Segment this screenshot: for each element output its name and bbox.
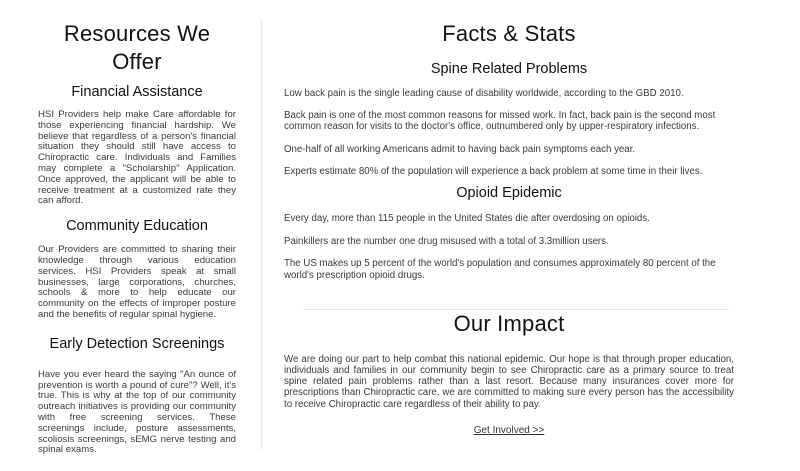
financial-assistance-heading: Financial Assistance — [71, 84, 203, 100]
get-involved-link[interactable]: Get Involved >> — [473, 424, 545, 436]
financial-assistance-text: HSI Providers help make Care affordable for those experiencing financial hardship. We believe that regardless of a person's financial situation they should still have access to Chiropractic care. Individuals and Families may complete a "Scholarship" Application. Once approved, the applicant will be able to receive treatment at a customized rate they can afford. — [38, 109, 236, 207]
opioid-fact-2: Painkillers are the number one drug misused with a total of 3.3million users. — [284, 236, 609, 248]
opioid-epidemic-heading: Opioid Epidemic — [456, 185, 562, 202]
resources-title: Resources We Offer — [63, 21, 211, 74]
spine-fact-2: Back pain is one of the most common reasons for missed work. In fact, back pain is the second most common reason for visits to the doctor's office, outnumbered only by upper-respiratory infections. — [284, 110, 716, 133]
early-detection-text: Have you ever heard the saying "An ounce of prevention is worth a pound of cure"? Well, it's true. This is why at the top of our community outreach initiatives is providing our community with free screening services. These screenings include, posture assessments, scoliosis screenings, sEMG nerve testing and spinal exams. — [38, 368, 236, 456]
resources-column — [38, 20, 236, 456]
section-divider — [303, 309, 729, 310]
our-impact-text: We are doing our part to help combat this national epidemic. Our hope is that through proper education, individuals and families in our community begin to see Chiropractic care as a primary source to treat spine related pain problems rather than a last resort. Because many insurances cover more for prescriptions than Chiropractic care, we are committed to making sure every person has the accessibility to receive Chiropractic care regardless of their ability to pay. — [284, 353, 734, 410]
column-divider — [261, 20, 262, 450]
our-impact-title: Our Impact — [453, 310, 565, 336]
spine-problems-heading: Spine Related Problems — [430, 61, 588, 77]
facts-column — [284, 20, 734, 437]
spine-fact-1: Low back pain is the single leading cause of disability worldwide, according to the GBD 2010. — [284, 88, 684, 99]
community-education-text: Our Providers are committed to sharing their knowledge through various education services. HSI Providers speak at small businesses, large corporations, churches, schools & more to help educate our community on the effects of improper posture and the benefits of regular spinal hygiene. — [38, 244, 236, 320]
spine-fact-3: One-half of all working Americans admit to having back pain symptoms each year. — [284, 143, 636, 155]
opioid-fact-1: Every day, more than 115 people in the United States die after overdosing on opioids. — [284, 213, 650, 225]
community-education-heading: Community Education — [66, 218, 208, 235]
early-detection-heading: Early Detection Screenings — [49, 335, 225, 352]
cta-container — [284, 423, 734, 437]
opioid-fact-3: The US makes up 5 percent of the world's population and consumes approximately 80 percent of the world's prescription opioid drugs. — [284, 258, 716, 281]
facts-title: Facts & Stats — [442, 21, 576, 46]
spine-fact-4: Experts estimate 80% of the population will experience a back problem at some time in their lives. — [284, 165, 703, 177]
